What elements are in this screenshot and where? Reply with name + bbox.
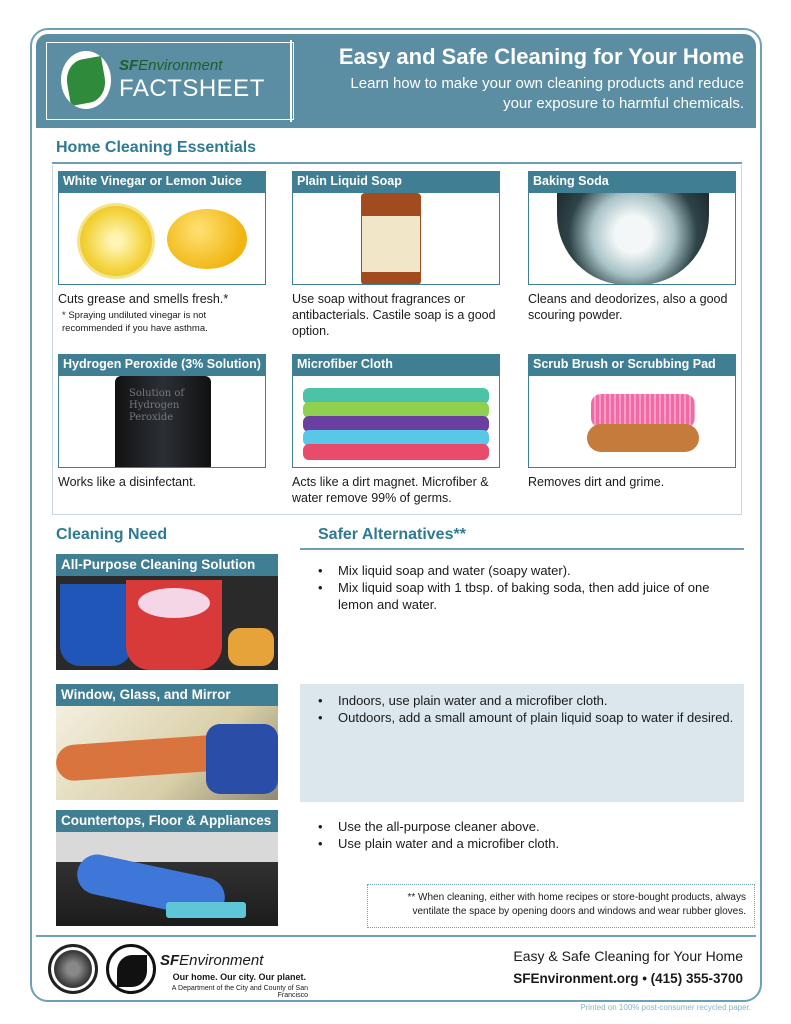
- sf-environment-footer-logo-icon: [106, 944, 156, 994]
- brand-name: SFEnvironment: [119, 57, 223, 74]
- peroxide-bottle-label: Solution of Hydrogen Peroxide: [129, 388, 185, 423]
- card-desc: Removes dirt and grime.: [528, 475, 665, 489]
- window-cleaning-image: [56, 706, 278, 800]
- footer-brand: SFEnvironment: [160, 952, 264, 969]
- essentials-heading: Home Cleaning Essentials: [56, 139, 257, 156]
- card-desc: Works like a disinfectant.: [58, 475, 197, 489]
- alt-window: [300, 684, 744, 802]
- alt-item: • Mix liquid soap and water (soapy water).: [316, 562, 734, 579]
- card-desc: Cuts grease and smells fresh.*: [58, 292, 229, 306]
- card-liquid-soap: [292, 171, 500, 339]
- recycled-paper-note: Printed on 100% post-consumer recycled paper.: [580, 1003, 751, 1012]
- need-countertops: [56, 810, 278, 926]
- card-hydrogen-peroxide: [58, 354, 266, 490]
- alt-item: • Indoors, use plain water and a microfiber cloth.: [316, 692, 734, 709]
- sf-environment-logo-icon: [61, 51, 111, 109]
- header-divider: [290, 40, 292, 122]
- safer-alternatives-heading: Safer Alternatives**: [318, 526, 466, 543]
- header-banner: [36, 34, 756, 128]
- safety-footnote: ** When cleaning, either with home recipes or store-bought products, always ventilate the space by opening doors and windows and wear rubber gloves.: [367, 884, 755, 928]
- card-microfiber: [292, 354, 500, 506]
- peroxide-bottle-image: [58, 376, 266, 468]
- need-all-purpose: [56, 554, 278, 670]
- need-window: [56, 684, 278, 800]
- page-title: Easy and Safe Cleaning for Your Home: [338, 44, 744, 69]
- card-label: Hydrogen Peroxide (3% Solution): [58, 354, 266, 376]
- card-label: Microfiber Cloth: [292, 354, 500, 376]
- buckets-image: [56, 576, 278, 670]
- cleaning-need-heading: Cleaning Need: [56, 526, 168, 543]
- footer-contact[interactable]: SFEnvironment.org • (415) 355-3700: [513, 971, 743, 986]
- need-label: Countertops, Floor & Appliances: [56, 810, 278, 832]
- countertop-cleaning-image: [56, 832, 278, 926]
- card-desc: Acts like a dirt magnet. Microfiber & water remove 99% of germs.: [292, 475, 489, 505]
- microfiber-cloth-image: [292, 376, 500, 468]
- essentials-rule: [52, 162, 742, 164]
- logo-box: [46, 42, 294, 120]
- footer-title: Easy & Safe Cleaning for Your Home: [513, 948, 743, 964]
- card-desc: Cleans and deodorizes, also a good scouring powder.: [528, 292, 728, 322]
- card-scrub-brush: [528, 354, 736, 490]
- card-label: Baking Soda: [528, 171, 736, 193]
- card-vinegar: [58, 171, 266, 335]
- soap-bottle-image: [292, 193, 500, 285]
- card-label: White Vinegar or Lemon Juice: [58, 171, 266, 193]
- card-baking-soda: [528, 171, 736, 323]
- page-subtitle: Learn how to make your own cleaning products and reduce your exposure to harmful chemicals.: [350, 75, 744, 112]
- footer-rule: [36, 935, 756, 937]
- baking-soda-image: [528, 193, 736, 285]
- alt-item: • Use plain water and a microfiber cloth.: [316, 835, 734, 852]
- alt-item: • Mix liquid soap with 1 tbsp. of baking soda, then add juice of one lemon and water.: [316, 579, 734, 613]
- lemon-image: [58, 193, 266, 285]
- scrub-brush-image: [528, 376, 736, 468]
- factsheet-label: FACTSHEET: [119, 75, 265, 102]
- card-label: Plain Liquid Soap: [292, 171, 500, 193]
- city-seal-icon: [48, 944, 98, 994]
- need-label: Window, Glass, and Mirror: [56, 684, 278, 706]
- footer-tagline: Our home. Our city. Our planet.: [172, 972, 306, 982]
- alt-countertops: [300, 810, 744, 876]
- alt-item: • Outdoors, add a small amount of plain liquid soap to water if desired.: [316, 709, 734, 726]
- footer-department: A Department of the City and County of San Francisco: [171, 985, 308, 999]
- card-note: * Spraying undiluted vinegar is not recommended if you have asthma.: [62, 310, 208, 334]
- alternatives-rule: [300, 548, 744, 550]
- need-label: All-Purpose Cleaning Solution: [56, 554, 278, 576]
- card-desc: Use soap without fragrances or antibacterials. Castile soap is a good option.: [292, 292, 496, 338]
- card-label: Scrub Brush or Scrubbing Pad: [528, 354, 736, 376]
- alt-item: • Use the all-purpose cleaner above.: [316, 818, 734, 835]
- alt-all-purpose: [300, 554, 744, 672]
